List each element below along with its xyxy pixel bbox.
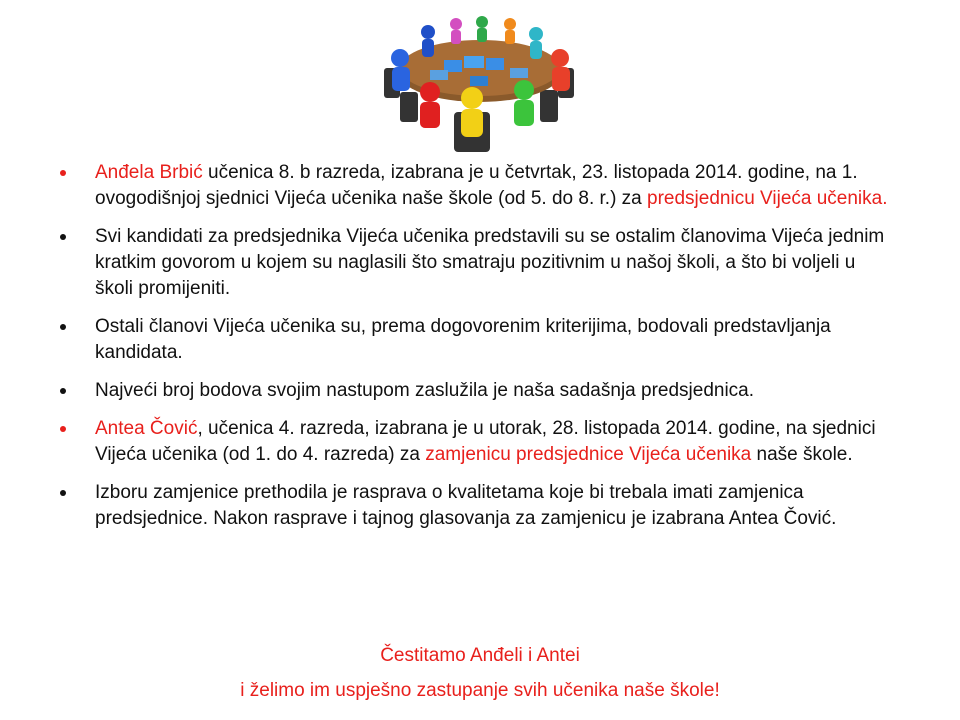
highlight-text: Antea Čović [95, 418, 198, 439]
highlight-text: predsjednicu Vijeća učenika. [647, 188, 888, 209]
bullet-item [58, 160, 888, 212]
bullet-dot-icon [60, 324, 66, 330]
bullet-list [58, 160, 888, 544]
body-text: , učenica 4. razreda, izabrana je u utorak, 28. listopada 2014. godine, na sjednici Vijeća učenika (od 1. do 4. razreda) za [95, 418, 876, 465]
highlight-text: Anđela Brbić [95, 162, 203, 183]
team-meeting-puzzle-icon [360, 10, 600, 158]
bullet-dot-icon [60, 388, 66, 394]
bullet-item [58, 480, 888, 532]
body-text: Izboru zamjenice prethodila je rasprava o kvalitetama koje bi trebala imati zamjenica predsjednice. Nakon rasprave i tajnog glasovanja za zamjenicu je izabrana Antea Čović. [95, 482, 837, 529]
bullet-item [58, 314, 888, 366]
body-text: Najveći broj bodova svojim nastupom zaslužila je naša sadašnja predsjednica. [95, 380, 755, 401]
body-text: Svi kandidati za predsjednika Vijeća učenika predstavili su se ostalim članovima Vijeća jednim kratkim govorom u kojem su naglasili što smatraju pozitivnim u našoj školi, a što bi voljeli u školi promijeniti. [95, 226, 885, 299]
congratulation-line: Čestitamo Anđeli i Antei [380, 645, 580, 666]
bullet-dot-icon [60, 426, 66, 432]
bullet-dot-icon [60, 234, 66, 240]
body-text: učenica 8. b razreda, izabrana je u četvrtak, 23. listopada 2014. godine, na 1. ovogodišnjoj sjednici Vijeća učenika naše škole (od 5. do 8. r.) za [95, 162, 858, 209]
wishes-line: i želimo im uspješno zastupanje svih učenika naše škole! [240, 680, 720, 701]
highlight-text: zamjenicu predsjednice Vijeća učenika [425, 444, 752, 465]
bullet-item [58, 224, 888, 302]
bullet-item [58, 416, 888, 468]
body-text: naše škole. [751, 444, 853, 465]
body-text: Ostali članovi Vijeća učenika su, prema dogovorenim kriterijima, bodovali predstavljanja kandidata. [95, 316, 831, 363]
bullet-dot-icon [60, 490, 66, 496]
bullet-item [58, 378, 888, 404]
bullet-dot-icon [60, 170, 66, 176]
